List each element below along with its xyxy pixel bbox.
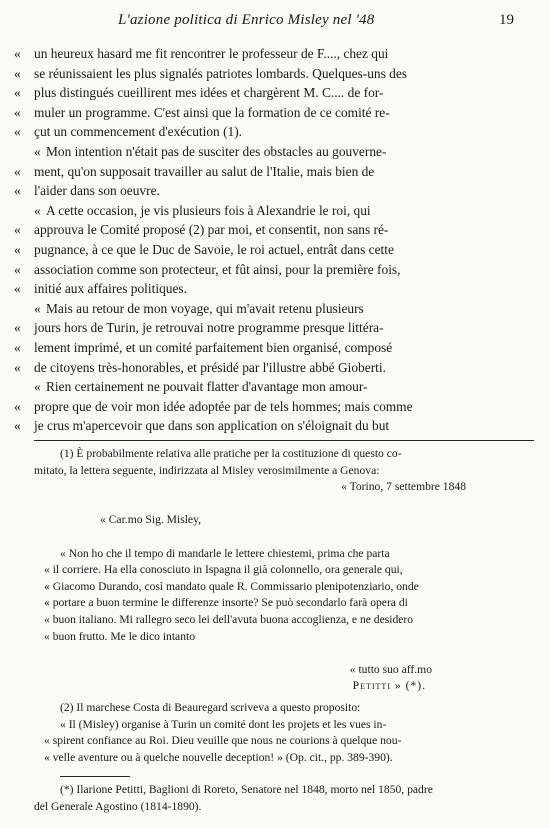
footnote-1 bbox=[0, 446, 550, 695]
text-line: « l'aider dans son oeuvre. bbox=[0, 181, 550, 201]
letter-signature: Petitti » (*). bbox=[352, 679, 426, 693]
footnote-line: mitato, la lettera seguente, indirizzata al Misley verosimilmente a Genova: bbox=[34, 463, 380, 477]
letter-closing: « tutto suo aff.mo bbox=[349, 662, 432, 676]
text-line: « Rien certainement ne pouvait flatter d'avantage mon amour- bbox=[0, 377, 550, 397]
text-line: « je crus m'apercevoir que dans son application on s'éloignait du but bbox=[0, 416, 550, 436]
page-number: 19 bbox=[499, 12, 514, 28]
quote-mark: « bbox=[14, 183, 21, 199]
footnote-line: (2) Il marchese Costa di Beauregard scriveva a questo proposito: bbox=[60, 701, 361, 714]
quote-mark: « bbox=[14, 320, 21, 336]
quote-mark: « bbox=[14, 241, 21, 257]
quote-mark: « bbox=[34, 143, 41, 159]
text-line: « de citoyens très-honorables, et présidé par l'illustre abbé Gioberti. bbox=[0, 358, 550, 378]
letter-line: « Giacomo Durando, così mandato quale R. Commissario plenipotenziario, onde bbox=[44, 579, 419, 593]
quote-mark: « bbox=[14, 261, 21, 277]
spacer bbox=[0, 529, 550, 546]
footnote-star bbox=[0, 782, 550, 815]
quote-mark: « bbox=[14, 124, 21, 140]
text-line: « propre que de voir mon idée adoptée par de tels hommes; mais comme bbox=[0, 397, 550, 417]
text-line: « initié aux affaires politiques. bbox=[0, 279, 550, 299]
main-text bbox=[0, 44, 550, 436]
text-line: « association comme son protecteur, et fût ainsi, pour la première fois, bbox=[0, 260, 550, 280]
quote-mark: « bbox=[14, 398, 21, 414]
letter-dateline: « Torino, 7 settembre 1848 bbox=[341, 480, 466, 494]
text-line: « approuva le Comité proposé (2) par moi, et consentit, non sans ré- bbox=[0, 220, 550, 240]
page-header bbox=[0, 10, 550, 32]
quote-mark: « bbox=[14, 418, 21, 434]
quote-mark: « bbox=[34, 202, 41, 218]
footnote-line: (1) È probabilmente relativa alle pratiche per la costituzione di questo co- bbox=[60, 447, 402, 460]
text-line: « lement imprimé, et un comité parfaitement bien organisé, composé bbox=[0, 338, 550, 358]
footnote-separator bbox=[34, 440, 534, 441]
text-line: « çut un commencement d'exécution (1). bbox=[0, 122, 550, 142]
footnote-line: (*) Ilarione Petitti, Baglioni di Roreto, Senatore nel 1848, morto nel 1850, padre bbox=[60, 783, 433, 796]
running-title: L'azione politica di Enrico Misley nel '48 bbox=[118, 12, 375, 28]
quote-mark: « bbox=[14, 85, 21, 101]
text-line: « Mais au retour de mon voyage, qui m'avait retenu plusieurs bbox=[0, 299, 550, 319]
footnote-separator-short bbox=[60, 776, 130, 777]
quote-mark: « bbox=[14, 163, 21, 179]
quote-mark: « bbox=[34, 300, 41, 316]
letter-line: « buon frutto. Me le dico intanto bbox=[44, 629, 196, 643]
spacer bbox=[0, 645, 550, 662]
text-line: « ment, qu'on supposait travailler au salut de l'Italie, mais bien de bbox=[0, 162, 550, 182]
quote-mark: « bbox=[14, 359, 21, 375]
text-line: « jours hors de Turin, je retrouvai notre programme presque littéra- bbox=[0, 318, 550, 338]
text-line: « un heureux hasard me fit rencontrer le professeur de F...., chez qui bbox=[0, 44, 550, 64]
letter-line: « buon italiano. Mi rallegro seco lei dell'avuta buona accoglienza, e ne desidero bbox=[44, 612, 414, 626]
text-line: « plus distingués cueillirent mes idées et chargèrent M. C.... de for- bbox=[0, 83, 550, 103]
footnote-line: « spirent confiance au Roi. Dieu veuille que nous ne courions à quelque nou- bbox=[44, 734, 402, 748]
footnote-line: « Il (Misley) organise à Turin un comité dont les projets et les vues in- bbox=[60, 717, 387, 731]
footnote-2 bbox=[0, 700, 550, 766]
letter-line: « Non ho che il tempo di mandarle le lettere chiestemi, prima che parta bbox=[60, 546, 390, 560]
text-line: « pugnance, à ce que le Duc de Savoie, le roi actuel, entrât dans cette bbox=[0, 240, 550, 260]
letter-salutation: « Car.mo Sig. Misley, bbox=[100, 513, 202, 527]
quote-mark: « bbox=[34, 379, 41, 395]
text-line: « muler un programme. C'est ainsi que la formation de ce comité re- bbox=[0, 103, 550, 123]
footnote-line: del Generale Agostino (1814-1890). bbox=[34, 799, 202, 813]
text-line: « Mon intention n'était pas de susciter des obstacles au gouverne- bbox=[0, 142, 550, 162]
spacer bbox=[0, 496, 550, 513]
text-line: « A cette occasion, je vis plusieurs fois à Alexandrie le roi, qui bbox=[0, 201, 550, 221]
quote-mark: « bbox=[14, 339, 21, 355]
quote-mark: « bbox=[14, 104, 21, 120]
quote-mark: « bbox=[14, 65, 21, 81]
quote-mark: « bbox=[14, 46, 21, 61]
quote-mark: « bbox=[14, 222, 21, 238]
letter-line: « il corriere. Ha ella conosciuto in Ispagna il già colonnello, ora generale qui, bbox=[44, 563, 403, 577]
letter-line: « portare a buon termine le differenze insorte? Se può secondarlo farà opera di bbox=[44, 596, 408, 610]
text-line: « se réunissaient les plus signalés patriotes lombards. Quelques-uns des bbox=[0, 64, 550, 84]
quote-mark: « bbox=[14, 281, 21, 297]
footnote-line: « velle aventure ou à quelche nouvelle deception! » (Op. cit., pp. 389-390). bbox=[44, 750, 393, 764]
